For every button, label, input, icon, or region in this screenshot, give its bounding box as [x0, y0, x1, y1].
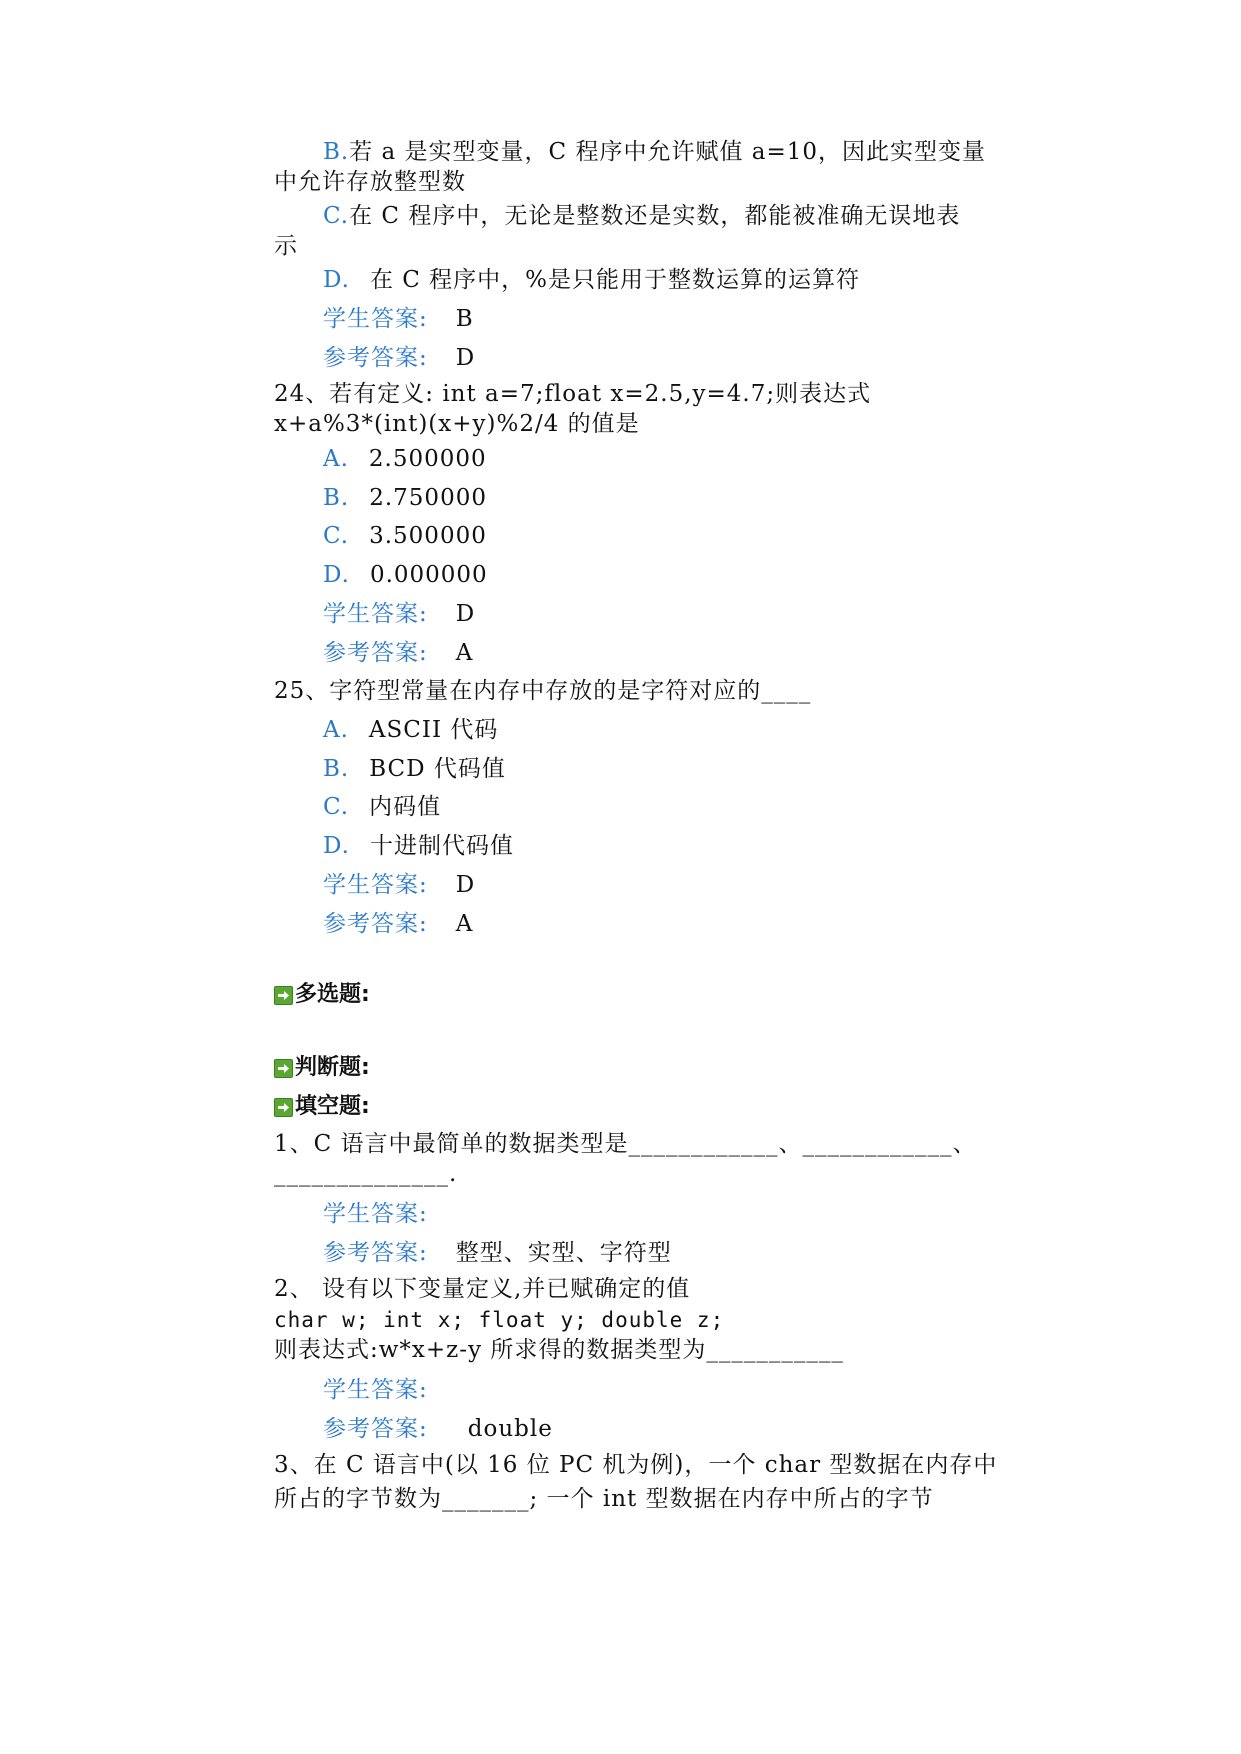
- reference-answer-value: double: [467, 1416, 553, 1442]
- reference-answer-label: 参考答案:: [323, 911, 428, 937]
- option-text: 在 C 程序中，无论是整数还是实数，都能被准确无误地表: [349, 203, 961, 229]
- option-text: ASCII 代码: [368, 717, 499, 743]
- option-text: 0.000000: [369, 562, 488, 588]
- option-text: 若 a 是实型变量，C 程序中允许赋值 a=10，因此实型变量: [349, 139, 987, 165]
- section-heading-fill-in: [274, 1093, 370, 1121]
- fill2-question-code: char w; int x; float y; double z;: [274, 1308, 725, 1332]
- q23-option-b-line1: [323, 137, 986, 167]
- q23-student-answer: [323, 304, 474, 334]
- reference-answer-label: 参考答案:: [323, 640, 428, 666]
- fill2-reference-answer: [323, 1414, 553, 1444]
- student-answer-label: 学生答案:: [323, 1201, 428, 1227]
- q23-reference-answer: [323, 343, 475, 373]
- option-text: 十进制代码值: [369, 833, 514, 859]
- option-letter: B.: [323, 139, 350, 165]
- section-title: 多选题:: [295, 982, 370, 1007]
- q25-reference-answer: [323, 909, 473, 939]
- q25-option-c: [323, 792, 441, 822]
- option-letter: A.: [323, 717, 349, 743]
- student-answer-label: 学生答案:: [323, 872, 428, 898]
- fill2-question-line3: 则表达式:w*x+z-y 所求得的数据类型为___________: [274, 1337, 844, 1363]
- q24-option-d: [323, 560, 488, 590]
- q24-option-a: [323, 444, 487, 474]
- option-text: 2.750000: [369, 485, 487, 511]
- q25-student-answer: [323, 870, 475, 900]
- option-letter: A.: [323, 446, 349, 472]
- reference-answer-value: 整型、实型、字符型: [455, 1240, 672, 1266]
- section-title: 填空题:: [295, 1094, 370, 1119]
- section-heading-true-false: [274, 1054, 370, 1082]
- option-letter: D.: [323, 833, 350, 859]
- option-text: 2.500000: [368, 446, 487, 472]
- option-letter: C.: [323, 203, 350, 229]
- option-letter: D.: [323, 267, 350, 293]
- student-answer-label: 学生答案:: [323, 601, 428, 627]
- option-text: BCD 代码值: [369, 756, 506, 782]
- green-arrow-icon: [274, 1059, 293, 1078]
- green-arrow-icon: [274, 986, 293, 1005]
- option-text: 3.500000: [369, 523, 487, 549]
- reference-answer-value: A: [455, 640, 474, 666]
- option-letter: C.: [323, 794, 350, 820]
- fill2-student-answer: [323, 1375, 428, 1405]
- q24-reference-answer: [323, 638, 473, 668]
- q25-question: 25、字符型常量在内存中存放的是字符对应的____: [274, 678, 812, 704]
- reference-answer-label: 参考答案:: [323, 1416, 428, 1442]
- option-text: 在 C 程序中，%是只能用于整数运算的运算符: [369, 267, 861, 293]
- green-arrow-icon: [274, 1098, 293, 1117]
- fill1-question-line1: 1、C 语言中最简单的数据类型是____________、____________、: [274, 1131, 977, 1157]
- q23-option-b-line2: 中允许存放整型数: [274, 169, 466, 195]
- fill3-question-line2: 所占的字节数为_______; 一个 int 型数据在内存中所占的字节: [274, 1486, 934, 1512]
- fill2-question-line1: 2、 设有以下变量定义,并已赋确定的值: [274, 1276, 691, 1302]
- reference-answer-value: A: [455, 911, 474, 937]
- q25-option-d: [323, 831, 514, 861]
- q24-student-answer: [323, 599, 475, 629]
- q25-option-b: [323, 754, 506, 784]
- student-answer-label: 学生答案:: [323, 306, 428, 332]
- reference-answer-label: 参考答案:: [323, 345, 428, 371]
- student-answer-label: 学生答案:: [323, 1377, 428, 1403]
- q23-option-c-line2: 示: [274, 233, 298, 259]
- student-answer-value: D: [455, 872, 476, 898]
- q23-option-c-line1: [323, 201, 960, 231]
- q25-option-a: [323, 715, 498, 745]
- option-letter: B.: [323, 756, 350, 782]
- option-text: 内码值: [369, 794, 442, 820]
- fill3-question-line1: 3、在 C 语言中(以 16 位 PC 机为例)，一个 char 型数据在内存中: [274, 1452, 998, 1478]
- reference-answer-label: 参考答案:: [323, 1240, 428, 1266]
- fill1-student-answer: [323, 1199, 428, 1229]
- reference-answer-value: D: [455, 345, 476, 371]
- q24-question-line2: x+a%3*(int)(x+y)%2/4 的值是: [274, 411, 640, 437]
- q24-option-b: [323, 483, 487, 513]
- fill1-reference-answer: [323, 1238, 672, 1268]
- q24-option-c: [323, 521, 487, 551]
- option-letter: C.: [323, 523, 350, 549]
- option-letter: D.: [323, 562, 350, 588]
- q24-question-line1: 24、若有定义: int a=7;float x=2.5,y=4.7;则表达式: [274, 381, 872, 407]
- student-answer-value: D: [455, 601, 476, 627]
- q23-option-d: [323, 265, 860, 295]
- student-answer-value: B: [455, 306, 474, 332]
- section-title: 判断题:: [295, 1055, 370, 1080]
- section-heading-multiple-choice: [274, 981, 370, 1009]
- fill1-question-line2: ______________.: [274, 1161, 458, 1187]
- option-letter: B.: [323, 485, 350, 511]
